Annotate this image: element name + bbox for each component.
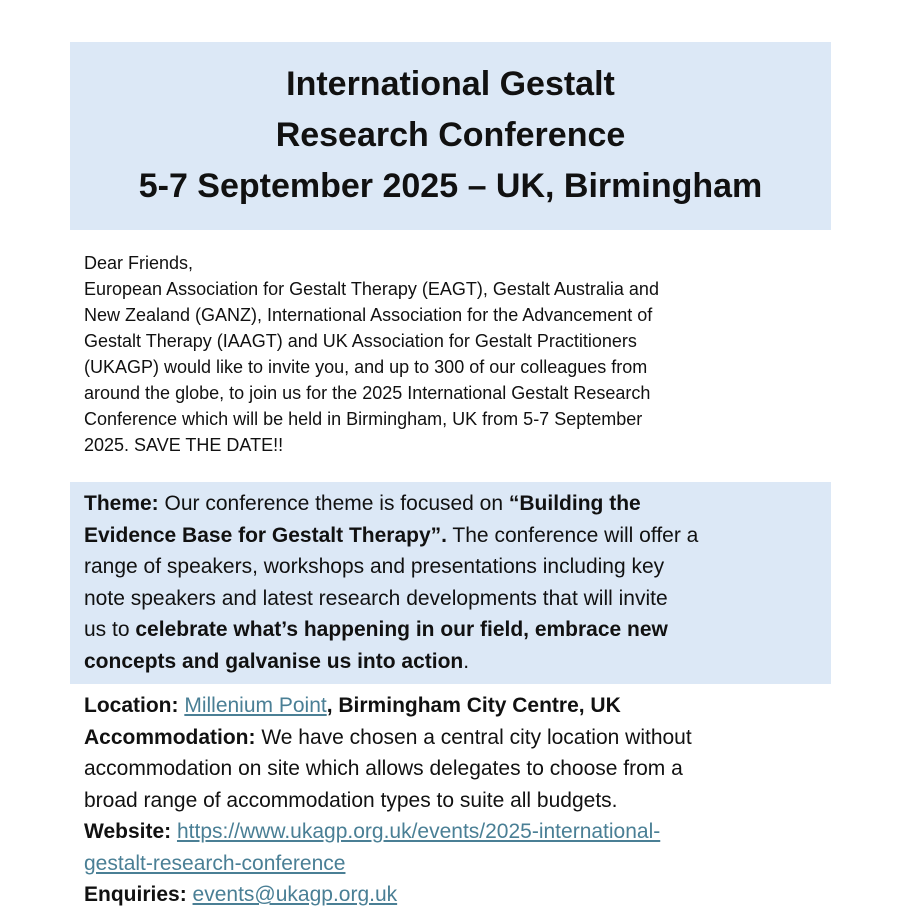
- bold-text: “Building the: [508, 492, 641, 515]
- intro-line: [84, 302, 659, 328]
- details-section: [84, 690, 692, 911]
- intro-line: [84, 250, 659, 276]
- details-line: [84, 848, 692, 880]
- text: accommodation on site which allows delegates to choose from a: [84, 757, 683, 780]
- details-line: [84, 690, 692, 722]
- bold-text: Theme:: [84, 492, 159, 515]
- text: us to: [84, 618, 136, 641]
- theme-line: [84, 583, 831, 615]
- details-line: [84, 722, 692, 754]
- bold-text: Enquiries:: [84, 883, 193, 906]
- text: Dear Friends,: [84, 253, 194, 273]
- text: broad range of accommodation types to suite all budgets.: [84, 788, 618, 812]
- text: (UKAGP) would like to invite you, and up to 300 of our colleagues from: [84, 357, 648, 377]
- intro-line: [84, 276, 659, 302]
- title-line-1: International Gestalt: [286, 65, 615, 103]
- text: note speakers and latest research developments that will invite: [84, 586, 668, 610]
- bold-text: celebrate what’s happening in our field, embrace new: [135, 618, 668, 641]
- text: New Zealand (GANZ), International Association for the Advancement of: [84, 305, 653, 325]
- theme-line: [84, 646, 831, 678]
- title-banner: [70, 42, 831, 230]
- theme-line: [84, 488, 831, 520]
- theme-line: [84, 614, 831, 646]
- text: European Association for Gestalt Therapy (EAGT), Gestalt Australia and: [84, 279, 659, 299]
- link[interactable]: events@ukagp.org.uk: [192, 883, 398, 906]
- title-line-2: Research Conference: [275, 116, 626, 154]
- title-line-3: 5-7 September 2025 – UK, Birmingham: [138, 167, 763, 205]
- intro-line: [84, 380, 659, 406]
- link[interactable]: https://www.ukagp.org.uk/events/2025-international-: [176, 820, 661, 843]
- theme-box: [70, 482, 831, 684]
- theme-line: [84, 520, 831, 552]
- details-line: [84, 785, 692, 817]
- text: .: [463, 649, 470, 673]
- bold-text: , Birmingham City Centre, UK: [326, 694, 621, 717]
- text: Our conference theme is focused on: [158, 492, 509, 515]
- bold-text: Evidence Base for Gestalt Therapy”.: [84, 523, 447, 547]
- text: Gestalt Therapy (IAAGT) and UK Association for Gestalt Practitioners: [84, 331, 637, 351]
- text: 2025. SAVE THE DATE!!: [84, 435, 284, 455]
- bold-text: concepts and galvanise us into action: [84, 649, 464, 673]
- intro-line: [84, 328, 659, 354]
- bold-text: Accommodation:: [84, 725, 256, 749]
- text: range of speakers, workshops and presentations including key: [84, 555, 665, 578]
- link[interactable]: Millenium Point: [184, 694, 327, 717]
- text: around the globe, to join us for the 2025 International Gestalt Research: [84, 383, 651, 403]
- text: Conference which will be held in Birmingham, UK from 5-7 September: [84, 409, 643, 429]
- details-line: [84, 816, 692, 848]
- text: We have chosen a central city location without: [255, 725, 692, 749]
- link[interactable]: gestalt-research-conference: [84, 851, 346, 875]
- theme-line: [84, 551, 831, 583]
- details-line: [84, 879, 692, 911]
- intro-line: [84, 406, 659, 432]
- theme-paragraph: [70, 482, 831, 677]
- bold-text: Location:: [84, 694, 185, 717]
- bold-text: Website:: [84, 820, 177, 843]
- intro-line: [84, 432, 659, 458]
- details-line: [84, 753, 692, 785]
- intro-paragraph: [84, 250, 659, 458]
- intro-line: [84, 354, 659, 380]
- text: The conference will offer a: [446, 523, 699, 547]
